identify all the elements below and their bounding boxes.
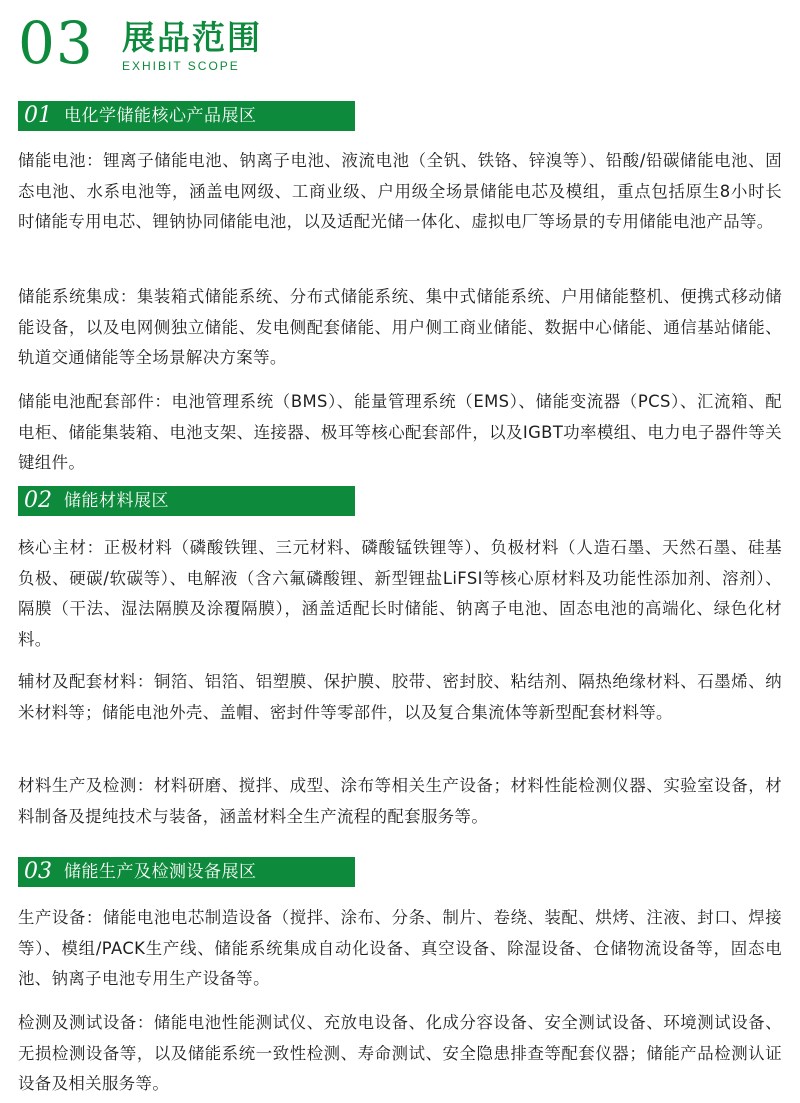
section-title: 储能生产及检测设备展区	[64, 862, 257, 882]
section-number: 03	[24, 859, 52, 884]
paragraph-auxiliary-materials: 辅材及配套材料：铜箔、铝箔、铝塑膜、保护膜、胶带、密封胶、粘结剂、隔热绝缘材料、石墨烯、纳米材料等；储能电池外壳、盖帽、密封件等零部件，以及复合集流体等新型配套材料等。	[18, 672, 782, 722]
header-subtitle: EXHIBIT SCOPE	[122, 59, 240, 73]
header-title: 展品范围	[122, 18, 262, 57]
paragraph-testing-equipment: 检测及测试设备：储能电池性能测试仪、充放电设备、化成分容设备、安全测试设备、环境测试设备、无损检测设备等，以及储能系统一致性检测、寿命测试、安全隐患排查等配套仪器；储能产品检测认证设备及相关服务等。	[18, 1013, 782, 1093]
paragraph-system-integration: 储能系统集成：集装箱式储能系统、分布式储能系统、集中式储能系统、户用储能整机、便携式移动储能设备，以及电网侧独立储能、发电侧配套储能、用户侧工商业储能、数据中心储能、通信基站储能、轨道交通储能等全场景解决方案等。	[18, 287, 782, 367]
section-bar-03	[18, 857, 355, 887]
page-header	[18, 9, 418, 77]
paragraph-production-equipment: 生产设备：储能电池电芯制造设备（搅拌、涂布、分条、制片、卷绕、装配、烘烤、注液、封口、焊接等）、模组/PACK生产线、储能系统集成自动化设备、真空设备、除湿设备、仓储物流设备等，固态电池、钠离子电池专用生产设备等。	[18, 908, 782, 988]
header-number: 03	[18, 9, 94, 77]
section-bar-02	[18, 486, 355, 516]
section-title: 电化学储能核心产品展区	[64, 106, 257, 126]
paragraph-storage-battery: 储能电池：锂离子储能电池、钠离子电池、液流电池（全钒、铁铬、锌溴等）、铅酸/铅碳储能电池、固态电池、水系电池等，涵盖电网级、工商业级、户用级全场景储能电芯及模组，重点包括原生8小时长时储能专用电芯、锂钠协同储能电池，以及适配光储一体化、虚拟电厂等场景的专用储能电池产品等。	[18, 151, 782, 231]
paragraph-material-production: 材料生产及检测：材料研磨、搅拌、成型、涂布等相关生产设备；材料性能检测仪器、实验室设备，材料制备及提纯技术与装备，涵盖材料全生产流程的配套服务等。	[18, 776, 782, 826]
section-title: 储能材料展区	[64, 491, 169, 511]
section-number: 02	[24, 488, 52, 513]
section-number: 01	[24, 103, 52, 128]
section-bar-01	[18, 101, 355, 131]
paragraph-battery-components: 储能电池配套部件：电池管理系统（BMS）、能量管理系统（EMS）、储能变流器（PCS）、汇流箱、配电柜、储能集装箱、电池支架、连接器、极耳等核心配套部件，以及IGBT功率模组、电力电子器件等关键组件。	[18, 392, 782, 472]
paragraph-core-materials: 核心主材：正极材料（磷酸铁锂、三元材料、磷酸锰铁锂等）、负极材料（人造石墨、天然石墨、硅基负极、硬碳/软碳等）、电解液（含六氟磷酸锂、新型锂盐LiFSI等核心原材料及功能性添加剂、溶剂）、隔膜（干法、湿法隔膜及涂覆隔膜），涵盖适配长时储能、钠离子电池、固态电池的高端化、绿色化材料。	[18, 538, 782, 649]
